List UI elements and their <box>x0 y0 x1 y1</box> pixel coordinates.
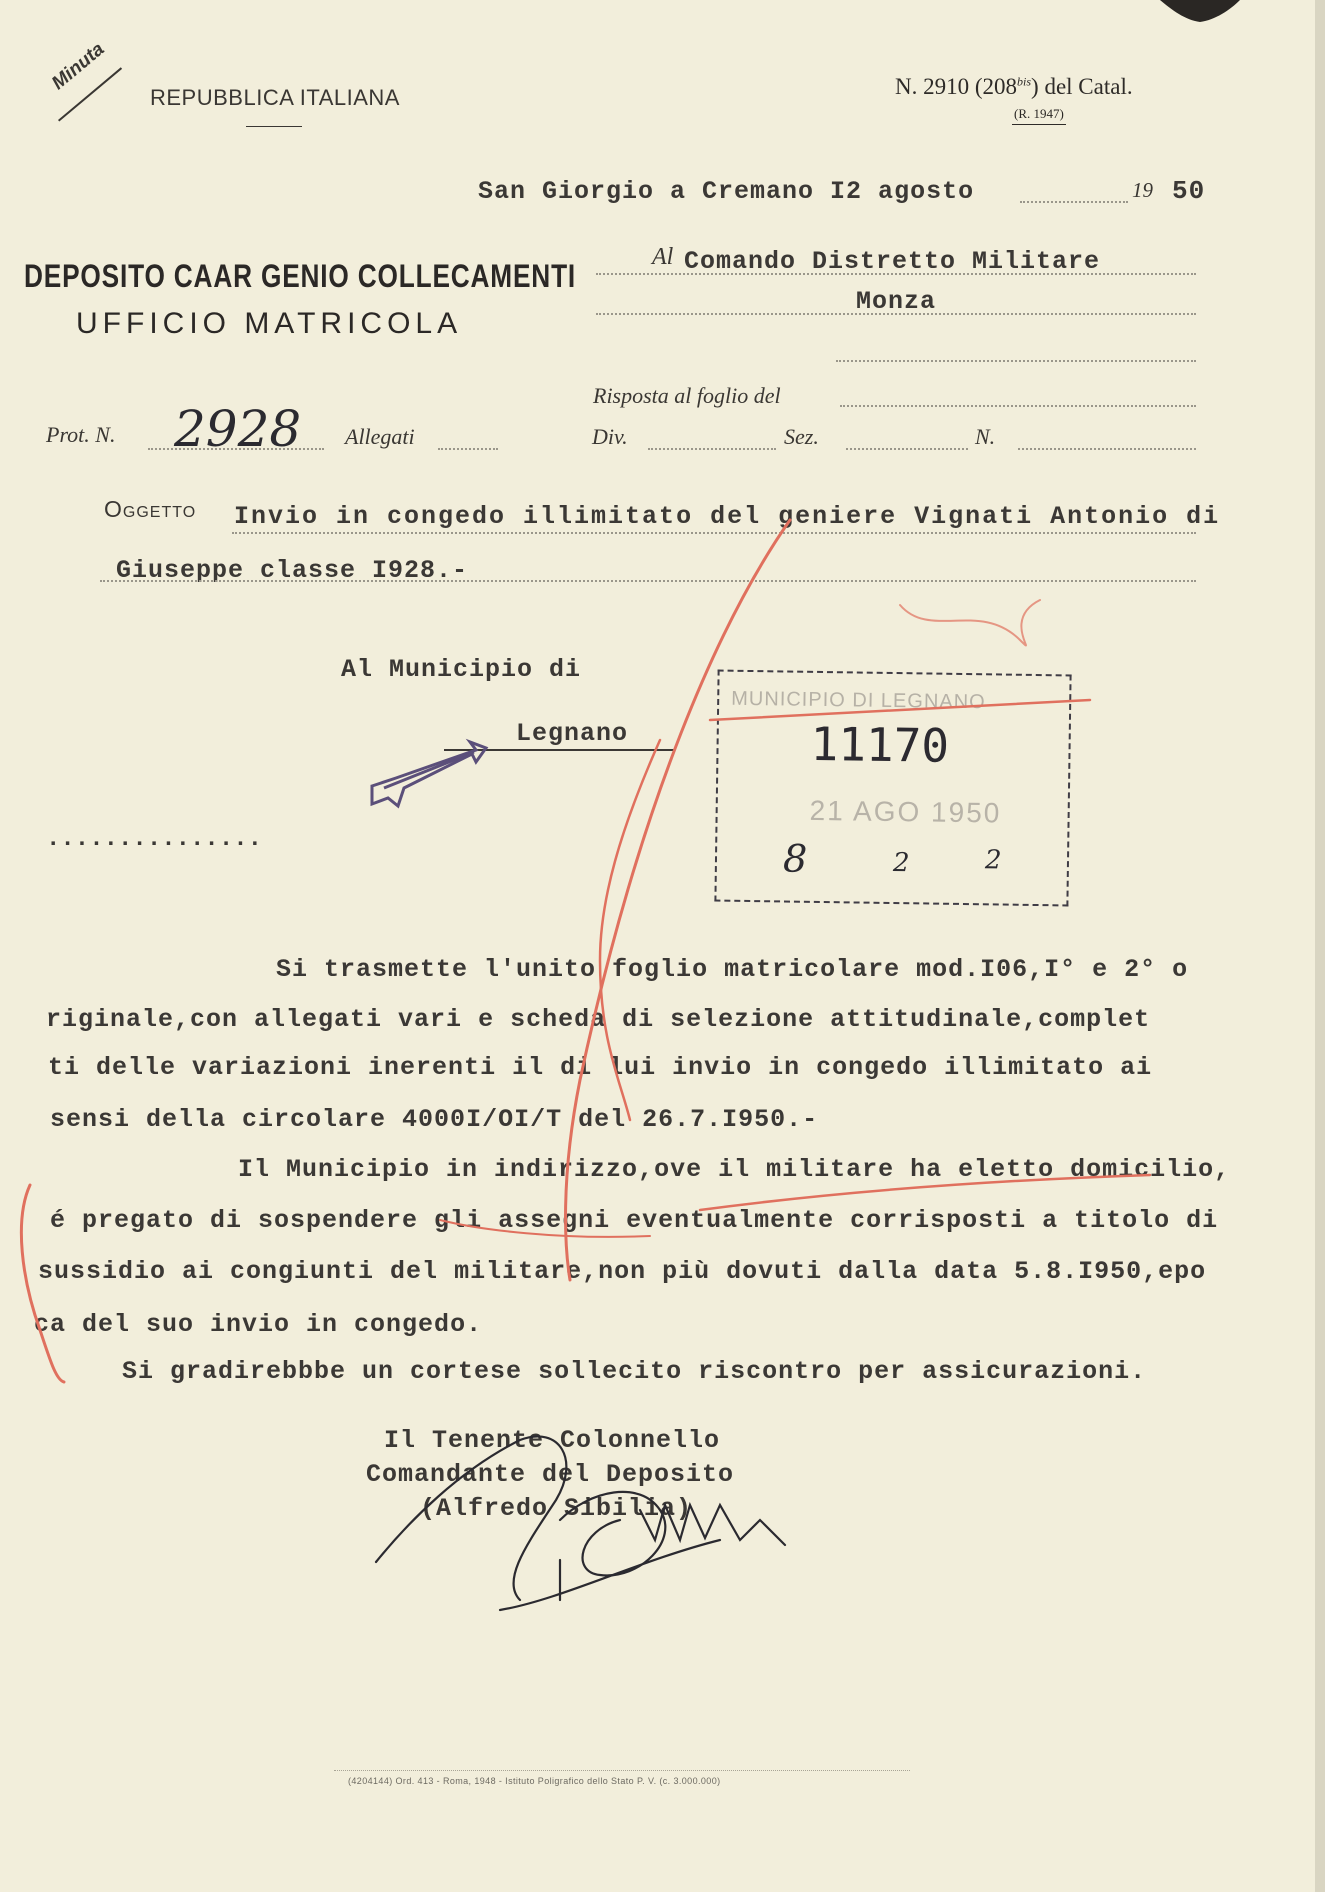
form-ref: (R. 1947) <box>1012 106 1066 125</box>
stamp-cat: 8 <box>782 836 808 881</box>
year-suffix: 50 <box>1172 176 1206 206</box>
body-p1-line4: sensi della circolare 4000I/OI/T del 26.7.I950.- <box>50 1105 819 1134</box>
signature-role: Comandante del Deposito <box>366 1460 735 1489</box>
attachments-label: Allegati <box>345 424 415 449</box>
div-label: Div. <box>592 424 628 449</box>
stamp-fasc: 2 <box>984 845 1002 876</box>
recipient-line1: Al Municipio di <box>341 655 582 684</box>
prot-number: 2928 <box>174 400 302 458</box>
n-label: N. <box>975 424 996 449</box>
subject-line1: Invio in congedo illimitato del geniere Vignati Antonio di <box>234 502 1221 531</box>
place-date: San Giorgio a Cremano I2 agosto <box>478 177 975 206</box>
footer-imprint: (4204144) Ord. 413 - Roma, 1948 - Istituto Poligrafico dello Stato P. V. (c. 3.000.000) <box>348 1776 721 1786</box>
red-pencil-marks <box>21 520 1153 1382</box>
reply-label: Risposta al foglio del <box>593 383 781 408</box>
corner-mark <box>1160 0 1240 22</box>
recipient-separator: ............... <box>46 826 263 853</box>
body-p2-line1: Il Municipio in indirizzo,ove il militare ha eletto domicilio, <box>238 1155 1231 1184</box>
stamp-number: 11170 <box>810 716 950 773</box>
body-p2-line2: é pregato di sospendere gli assegni eventualmente corrisposti a titolo di <box>50 1206 1219 1235</box>
minuta-stamp: Minuta <box>48 38 109 95</box>
form-number-main: N. 2910 (208 <box>895 74 1018 99</box>
signature-rank: Il Tenente Colonnello <box>384 1426 721 1455</box>
stamp-date: 21 AGO 1950 <box>809 794 1002 829</box>
body-p3: Si gradirebbbe un cortese sollecito riscontro per assicurazioni. <box>122 1357 1147 1386</box>
body-p1-line2: riginale,con allegati vari e scheda di selezione attitudinale,complet <box>46 1005 1151 1034</box>
addressee-prefix: Al <box>652 244 674 270</box>
subject-line2: Giuseppe classe I928.- <box>116 556 469 585</box>
sez-label: Sez. <box>784 424 819 449</box>
body-p1-line1: Si trasmette l'unito foglio matricolare mod.I06,I° e 2° o <box>276 955 1189 984</box>
handwritten-signature <box>376 1436 785 1610</box>
subject-label: Oggetto <box>104 496 197 522</box>
form-number-bis: bis <box>1017 74 1032 89</box>
recipient-line2: Legnano <box>516 719 629 748</box>
body-p1-line3: ti delle variazioni inerenti il di lui invio in congedo illimitato ai <box>48 1053 1153 1082</box>
year-prefix: 19 <box>1132 178 1153 202</box>
sender-name: DEPOSITO CAAR GENIO COLLECAMENTI <box>24 258 577 294</box>
signature-name: (Alfredo Sibilia) <box>420 1494 693 1523</box>
addressee-line1: Comando Distretto Militare <box>684 247 1101 276</box>
prot-label: Prot. N. <box>46 422 116 447</box>
republic-heading: REPUBBLICA ITALIANA <box>150 85 400 110</box>
body-p2-line3: sussidio ai congiunti del militare,non più dovuti dalla data 5.8.I950,epo <box>38 1257 1207 1286</box>
stamp-header: MUNICIPIO DI LEGNANO <box>731 687 986 714</box>
stamp-cl: 2 <box>892 848 910 879</box>
addressee-line2: Monza <box>856 287 937 316</box>
sender-office: UFFICIO MATRICOLA <box>76 307 463 340</box>
body-p2-line4: ca del suo invio in congedo. <box>34 1310 483 1339</box>
form-number-catal: ) del Catal. <box>1031 74 1133 99</box>
arrow-icon <box>372 742 486 806</box>
